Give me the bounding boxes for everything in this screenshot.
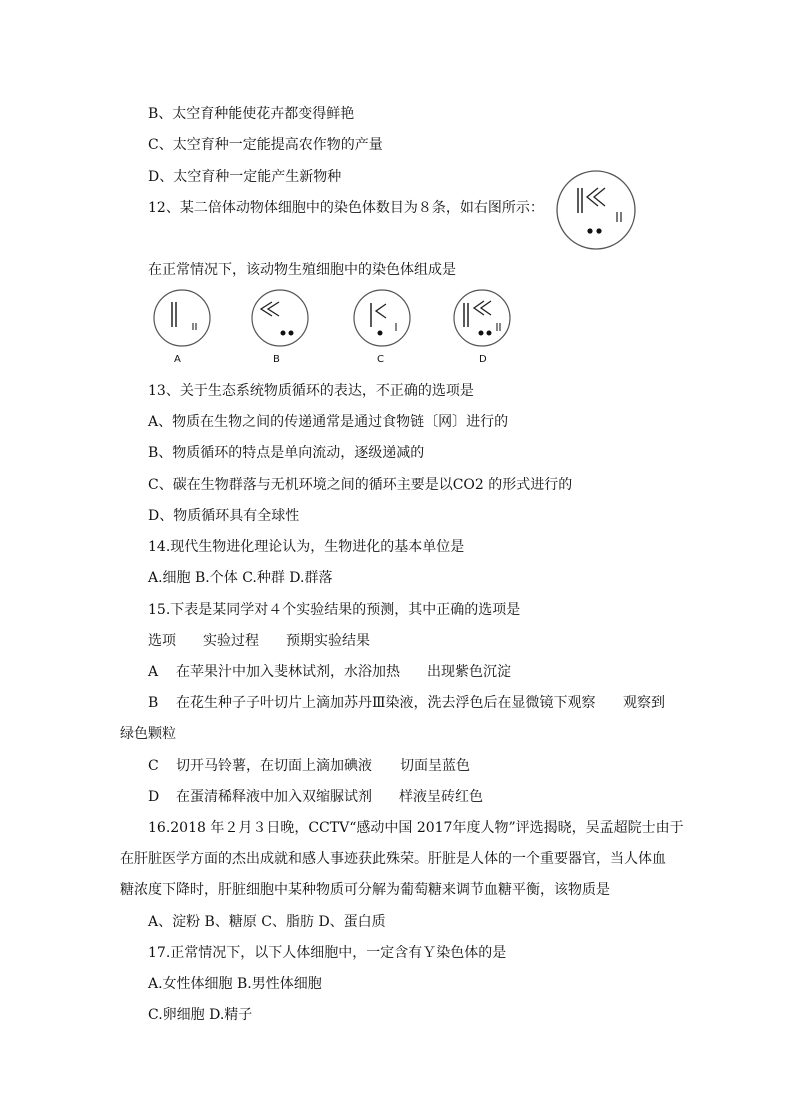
q15-row-d-process: 在蛋清稀释液中加入双缩脲试剂 [176, 789, 372, 805]
q16-line-1: 16.2018 年２月３日晚，CCTV“感动中国 2017年度人物”评选揭晓，吴孟超院士由于 [148, 820, 684, 836]
q14-stem: 14.现代生物进化理论认为，生物进化的基本单位是 [148, 539, 465, 555]
q13-option-a: A、物质在生物之间的传递通常是通过食物链〔网〕进行的 [148, 414, 509, 430]
q15-row-b-option: B [148, 695, 159, 711]
q13-option-d: D、物质循环具有全球性 [148, 508, 300, 524]
q11-option-c: C、太空育种一定能提高农作物的产量 [148, 137, 383, 153]
q13-option-c: C、碳在生物群落与无机环境之间的循环主要是以CO2 的形式进行的 [148, 477, 573, 493]
q13-option-b: B、物质循环的特点是单向流动，逐级递减的 [148, 445, 425, 461]
q15-row-b-process: 在花生种子子叶切片上滴加苏丹Ⅲ染液，洗去浮色后在显微镜下观察 [176, 695, 596, 711]
q14-options: A.细胞 B.个体 C.种群 D.群落 [148, 570, 333, 586]
q16-line-3: 糖浓度下降时，肝脏细胞中某种物质可分解为葡萄糖来调节血糖平衡，该物质是 [120, 882, 610, 898]
q12-label-c: C [377, 354, 384, 365]
q15-row-c-option: C [148, 758, 159, 774]
q12-somatic-cell-diagram [554, 168, 638, 252]
q12-option-a-diagram [150, 287, 214, 349]
q15-row-c-process: 切开马铃薯，在切面上滴加碘液 [176, 758, 372, 774]
q16-options: A、淀粉 B、糖原 C、脂肪 D、蛋白质 [148, 914, 386, 930]
q12-stem: 12、某二倍体动物体细胞中的染色体数目为８条，如右图所示： [148, 200, 544, 216]
q17-options-2: C.卵细胞 D.精子 [148, 1007, 253, 1023]
q15-row-c-result: 切面呈蓝色 [400, 758, 470, 774]
q15-row-a-process: 在苹果汁中加入斐林试剂，水浴加热 [176, 664, 400, 680]
q13-stem: 13、关于生态系统物质循环的表达，不正确的选项是 [148, 383, 474, 399]
q11-option-d: D、太空育种一定能产生新物种 [148, 169, 342, 185]
q16-line-2: 在肝脏医学方面的杰出成就和感人事迹获此殊荣。肝脏是人体的一个重要器官，当人体血 [120, 851, 666, 867]
q15-row-a-option: A [148, 664, 159, 680]
q12-label-a: A [174, 354, 181, 365]
q15-header-option: 选项 [148, 633, 176, 649]
q15-row-b-result: 观察到 [623, 695, 665, 711]
q15-row-d-option: D [148, 789, 160, 805]
q12-label-d: D [479, 354, 487, 365]
q15-row-d-result: 样液呈砖红色 [399, 789, 483, 805]
q15-row-a-result: 出现紫色沉淀 [427, 664, 511, 680]
q15-stem: 15.下表是某同学对４个实验结果的预测，其中正确的选项是 [148, 602, 521, 618]
q15-header-process: 实验过程 [203, 633, 259, 649]
q12-label-b: B [273, 354, 280, 365]
q12-question: 在正常情况下，该动物生殖细胞中的染色体组成是 [148, 262, 456, 278]
q15-row-b-result-cont: 绿色颗粒 [120, 726, 176, 742]
q15-header-result: 预期实验结果 [286, 633, 370, 649]
q12-option-c-diagram [350, 287, 414, 349]
q12-option-d-diagram [450, 287, 514, 349]
q17-stem: 17.正常情况下，以下人体细胞中，一定含有Ｙ染色体的是 [148, 945, 507, 961]
q11-option-b: B、太空育种能使花卉都变得鲜艳 [148, 106, 355, 122]
q17-options-1: A.女性体细胞 B.男性体细胞 [148, 976, 322, 992]
q12-option-b-diagram [248, 287, 312, 349]
